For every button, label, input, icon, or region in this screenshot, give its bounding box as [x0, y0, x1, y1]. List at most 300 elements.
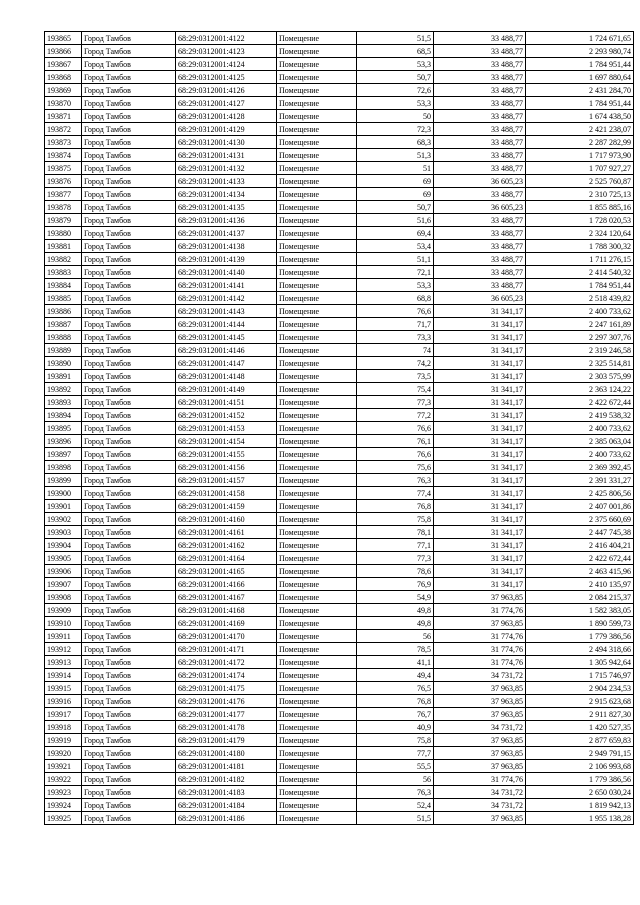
cell-locality: Город Тамбов: [82, 136, 176, 149]
cell-unit-value: 33 488,77: [434, 110, 526, 123]
table-row: [45, 565, 634, 578]
cell-area: 76,5: [357, 682, 434, 695]
cell-cadastral-value: 2 407 001,86: [526, 500, 634, 513]
cell-area: 51,1: [357, 253, 434, 266]
table-row: [45, 812, 634, 825]
cell-area: 74,2: [357, 357, 434, 370]
cell-cadastral-value: 2 431 284,70: [526, 84, 634, 97]
cell-area: 76,3: [357, 474, 434, 487]
cell-area: 77,1: [357, 539, 434, 552]
cell-row-number: 193915: [45, 682, 82, 695]
cell-cadastral-number: 68:29:0312001:4143: [176, 305, 277, 318]
cell-cadastral-value: 2 400 733,62: [526, 305, 634, 318]
cell-cadastral-number: 68:29:0312001:4169: [176, 617, 277, 630]
cell-unit-value: 31 341,17: [434, 526, 526, 539]
cell-locality: Город Тамбов: [82, 630, 176, 643]
cell-locality: Город Тамбов: [82, 578, 176, 591]
cell-object-type: Помещение: [277, 201, 357, 214]
table-body: [45, 32, 634, 825]
cell-cadastral-value: 1 715 746,97: [526, 669, 634, 682]
cell-cadastral-value: 2 904 234,53: [526, 682, 634, 695]
cell-unit-value: 33 488,77: [434, 188, 526, 201]
cell-area: 56: [357, 773, 434, 786]
cell-cadastral-number: 68:29:0312001:4181: [176, 760, 277, 773]
cell-object-type: Помещение: [277, 110, 357, 123]
cell-object-type: Помещение: [277, 123, 357, 136]
cell-unit-value: 31 341,17: [434, 318, 526, 331]
cell-cadastral-number: 68:29:0312001:4127: [176, 97, 277, 110]
cell-cadastral-number: 68:29:0312001:4153: [176, 422, 277, 435]
cell-locality: Город Тамбов: [82, 773, 176, 786]
table-row: [45, 474, 634, 487]
cell-cadastral-value: 2 400 733,62: [526, 448, 634, 461]
cell-cadastral-value: 1 955 138,28: [526, 812, 634, 825]
cell-unit-value: 37 963,85: [434, 747, 526, 760]
cell-object-type: Помещение: [277, 617, 357, 630]
cell-object-type: Помещение: [277, 45, 357, 58]
cell-cadastral-number: 68:29:0312001:4180: [176, 747, 277, 760]
cell-object-type: Помещение: [277, 734, 357, 747]
cell-object-type: Помещение: [277, 331, 357, 344]
cell-object-type: Помещение: [277, 812, 357, 825]
cell-cadastral-value: 2 324 120,64: [526, 227, 634, 240]
cell-locality: Город Тамбов: [82, 786, 176, 799]
table-row: [45, 448, 634, 461]
cell-area: 76,1: [357, 435, 434, 448]
cell-cadastral-value: 1 819 942,13: [526, 799, 634, 812]
cell-object-type: Помещение: [277, 656, 357, 669]
cell-cadastral-value: 1 890 599,73: [526, 617, 634, 630]
cell-area: 78,1: [357, 526, 434, 539]
cell-cadastral-value: 1 717 973,90: [526, 149, 634, 162]
cell-cadastral-number: 68:29:0312001:4133: [176, 175, 277, 188]
cell-locality: Город Тамбов: [82, 526, 176, 539]
cell-cadastral-value: 1 582 383,05: [526, 604, 634, 617]
cell-cadastral-number: 68:29:0312001:4184: [176, 799, 277, 812]
cell-locality: Город Тамбов: [82, 422, 176, 435]
table-row: [45, 32, 634, 45]
cell-area: 75,4: [357, 383, 434, 396]
cell-object-type: Помещение: [277, 474, 357, 487]
cell-row-number: 193866: [45, 45, 82, 58]
cell-unit-value: 33 488,77: [434, 279, 526, 292]
table-row: [45, 734, 634, 747]
table-row: [45, 617, 634, 630]
cell-cadastral-number: 68:29:0312001:4158: [176, 487, 277, 500]
cell-unit-value: 37 963,85: [434, 617, 526, 630]
cell-area: 75,8: [357, 513, 434, 526]
cell-object-type: Помещение: [277, 435, 357, 448]
cell-area: 72,6: [357, 84, 434, 97]
cell-locality: Город Тамбов: [82, 344, 176, 357]
cell-locality: Город Тамбов: [82, 97, 176, 110]
cell-area: 76,3: [357, 786, 434, 799]
cell-cadastral-value: 2 391 331,27: [526, 474, 634, 487]
cell-unit-value: 31 341,17: [434, 331, 526, 344]
cell-locality: Город Тамбов: [82, 162, 176, 175]
cell-cadastral-number: 68:29:0312001:4171: [176, 643, 277, 656]
cell-locality: Город Тамбов: [82, 474, 176, 487]
cell-unit-value: 31 341,17: [434, 305, 526, 318]
cell-area: 55,5: [357, 760, 434, 773]
cell-unit-value: 31 341,17: [434, 344, 526, 357]
cell-unit-value: 33 488,77: [434, 227, 526, 240]
cell-cadastral-number: 68:29:0312001:4126: [176, 84, 277, 97]
cell-row-number: 193912: [45, 643, 82, 656]
cell-cadastral-value: 2 310 725,13: [526, 188, 634, 201]
cell-cadastral-value: 1 788 300,32: [526, 240, 634, 253]
cell-object-type: Помещение: [277, 695, 357, 708]
cell-cadastral-value: 2 303 575,99: [526, 370, 634, 383]
cell-row-number: 193867: [45, 58, 82, 71]
cell-object-type: Помещение: [277, 266, 357, 279]
cell-row-number: 193884: [45, 279, 82, 292]
cell-cadastral-number: 68:29:0312001:4172: [176, 656, 277, 669]
cell-cadastral-number: 68:29:0312001:4170: [176, 630, 277, 643]
cell-unit-value: 33 488,77: [434, 123, 526, 136]
cell-area: 50,7: [357, 71, 434, 84]
cell-locality: Город Тамбов: [82, 760, 176, 773]
cell-locality: Город Тамбов: [82, 175, 176, 188]
table-row: [45, 396, 634, 409]
table-row: [45, 318, 634, 331]
cell-cadastral-value: 2 247 161,89: [526, 318, 634, 331]
table-row: [45, 175, 634, 188]
cell-object-type: Помещение: [277, 409, 357, 422]
table-row: [45, 669, 634, 682]
cell-area: 75,6: [357, 461, 434, 474]
cell-unit-value: 37 963,85: [434, 695, 526, 708]
cell-area: 51,6: [357, 214, 434, 227]
cell-unit-value: 31 341,17: [434, 357, 526, 370]
cell-locality: Город Тамбов: [82, 214, 176, 227]
cell-cadastral-value: 2 414 540,32: [526, 266, 634, 279]
cell-row-number: 193907: [45, 578, 82, 591]
cell-object-type: Помещение: [277, 773, 357, 786]
table-row: [45, 552, 634, 565]
cell-area: 78,5: [357, 643, 434, 656]
cell-locality: Город Тамбов: [82, 201, 176, 214]
table-row: [45, 344, 634, 357]
cell-row-number: 193904: [45, 539, 82, 552]
cell-row-number: 193881: [45, 240, 82, 253]
cell-cadastral-number: 68:29:0312001:4139: [176, 253, 277, 266]
cell-locality: Город Тамбов: [82, 123, 176, 136]
cell-cadastral-value: 2 525 760,87: [526, 175, 634, 188]
cell-unit-value: 33 488,77: [434, 149, 526, 162]
cell-unit-value: 31 341,17: [434, 487, 526, 500]
cell-cadastral-number: 68:29:0312001:4156: [176, 461, 277, 474]
cell-cadastral-number: 68:29:0312001:4159: [176, 500, 277, 513]
cell-area: 68,5: [357, 45, 434, 58]
table-row: [45, 760, 634, 773]
cell-object-type: Помещение: [277, 58, 357, 71]
cell-locality: Город Тамбов: [82, 435, 176, 448]
cell-row-number: 193876: [45, 175, 82, 188]
cell-area: 56: [357, 630, 434, 643]
cell-object-type: Помещение: [277, 591, 357, 604]
cell-row-number: 193917: [45, 708, 82, 721]
cell-row-number: 193899: [45, 474, 82, 487]
cell-area: 74: [357, 344, 434, 357]
table-row: [45, 604, 634, 617]
cell-row-number: 193872: [45, 123, 82, 136]
cell-row-number: 193924: [45, 799, 82, 812]
table-row: [45, 136, 634, 149]
cell-cadastral-value: 2 949 791,15: [526, 747, 634, 760]
cell-unit-value: 33 488,77: [434, 214, 526, 227]
cell-cadastral-number: 68:29:0312001:4166: [176, 578, 277, 591]
table-row: [45, 123, 634, 136]
cell-locality: Город Тамбов: [82, 604, 176, 617]
cell-object-type: Помещение: [277, 84, 357, 97]
cell-cadastral-number: 68:29:0312001:4183: [176, 786, 277, 799]
cell-cadastral-value: 2 877 659,83: [526, 734, 634, 747]
cell-cadastral-value: 2 400 733,62: [526, 422, 634, 435]
cell-object-type: Помещение: [277, 786, 357, 799]
cell-object-type: Помещение: [277, 149, 357, 162]
cell-object-type: Помещение: [277, 71, 357, 84]
cell-cadastral-number: 68:29:0312001:4140: [176, 266, 277, 279]
cell-cadastral-number: 68:29:0312001:4155: [176, 448, 277, 461]
cell-area: 73,3: [357, 331, 434, 344]
cell-row-number: 193896: [45, 435, 82, 448]
cell-area: 77,2: [357, 409, 434, 422]
cell-cadastral-value: 2 385 063,04: [526, 435, 634, 448]
cell-locality: Город Тамбов: [82, 643, 176, 656]
cell-cadastral-value: 1 420 527,35: [526, 721, 634, 734]
cell-locality: Город Тамбов: [82, 266, 176, 279]
cell-locality: Город Тамбов: [82, 812, 176, 825]
cell-cadastral-value: 1 674 438,50: [526, 110, 634, 123]
cell-cadastral-value: 2 447 745,38: [526, 526, 634, 539]
cell-cadastral-number: 68:29:0312001:4174: [176, 669, 277, 682]
cell-cadastral-value: 2 287 282,99: [526, 136, 634, 149]
cell-unit-value: 31 341,17: [434, 461, 526, 474]
cell-cadastral-number: 68:29:0312001:4179: [176, 734, 277, 747]
cell-cadastral-number: 68:29:0312001:4162: [176, 539, 277, 552]
cell-unit-value: 31 341,17: [434, 370, 526, 383]
cell-unit-value: 31 341,17: [434, 565, 526, 578]
cell-object-type: Помещение: [277, 32, 357, 45]
cell-cadastral-value: 1 724 671,65: [526, 32, 634, 45]
cell-area: 77,4: [357, 487, 434, 500]
cell-unit-value: 37 963,85: [434, 760, 526, 773]
cell-row-number: 193919: [45, 734, 82, 747]
table-row: [45, 643, 634, 656]
cell-area: 76,8: [357, 500, 434, 513]
cell-row-number: 193921: [45, 760, 82, 773]
cell-cadastral-value: 2 422 672,44: [526, 552, 634, 565]
cell-unit-value: 31 774,76: [434, 643, 526, 656]
cell-row-number: 193887: [45, 318, 82, 331]
cell-unit-value: 34 731,72: [434, 669, 526, 682]
cell-cadastral-value: 1 779 386,56: [526, 630, 634, 643]
cell-cadastral-number: 68:29:0312001:4138: [176, 240, 277, 253]
cell-row-number: 193908: [45, 591, 82, 604]
cell-object-type: Помещение: [277, 539, 357, 552]
cell-locality: Город Тамбов: [82, 747, 176, 760]
cell-cadastral-value: 1 711 276,15: [526, 253, 634, 266]
cell-cadastral-number: 68:29:0312001:4148: [176, 370, 277, 383]
cell-row-number: 193891: [45, 370, 82, 383]
table-row: [45, 110, 634, 123]
cell-area: 51,5: [357, 32, 434, 45]
cell-object-type: Помещение: [277, 175, 357, 188]
cell-area: 76,6: [357, 448, 434, 461]
cell-locality: Город Тамбов: [82, 695, 176, 708]
cell-locality: Город Тамбов: [82, 721, 176, 734]
cell-cadastral-value: 2 421 238,07: [526, 123, 634, 136]
cell-cadastral-number: 68:29:0312001:4167: [176, 591, 277, 604]
cell-area: 40,9: [357, 721, 434, 734]
cell-locality: Город Тамбов: [82, 318, 176, 331]
cell-locality: Город Тамбов: [82, 552, 176, 565]
cell-unit-value: 33 488,77: [434, 136, 526, 149]
table-row: [45, 149, 634, 162]
cell-unit-value: 34 731,72: [434, 786, 526, 799]
table-row: [45, 292, 634, 305]
cell-unit-value: 31 341,17: [434, 513, 526, 526]
table-row: [45, 45, 634, 58]
cell-object-type: Помещение: [277, 747, 357, 760]
cell-unit-value: 31 341,17: [434, 383, 526, 396]
cell-cadastral-value: 2 650 030,24: [526, 786, 634, 799]
cell-object-type: Помещение: [277, 383, 357, 396]
cell-row-number: 193875: [45, 162, 82, 175]
cell-cadastral-number: 68:29:0312001:4147: [176, 357, 277, 370]
cell-area: 73,5: [357, 370, 434, 383]
cell-locality: Город Тамбов: [82, 240, 176, 253]
cell-locality: Город Тамбов: [82, 370, 176, 383]
cell-cadastral-number: 68:29:0312001:4130: [176, 136, 277, 149]
cell-cadastral-number: 68:29:0312001:4132: [176, 162, 277, 175]
table-row: [45, 84, 634, 97]
cell-row-number: 193905: [45, 552, 82, 565]
cell-cadastral-value: 2 422 672,44: [526, 396, 634, 409]
cell-object-type: Помещение: [277, 500, 357, 513]
cell-area: 52,4: [357, 799, 434, 812]
cell-unit-value: 31 774,76: [434, 773, 526, 786]
cell-area: 72,1: [357, 266, 434, 279]
cell-area: 71,7: [357, 318, 434, 331]
cell-cadastral-number: 68:29:0312001:4176: [176, 695, 277, 708]
table-row: [45, 227, 634, 240]
cell-row-number: 193894: [45, 409, 82, 422]
cell-cadastral-number: 68:29:0312001:4142: [176, 292, 277, 305]
cell-unit-value: 31 341,17: [434, 474, 526, 487]
cell-row-number: 193916: [45, 695, 82, 708]
cell-object-type: Помещение: [277, 669, 357, 682]
cell-cadastral-value: 2 494 318,66: [526, 643, 634, 656]
cell-object-type: Помещение: [277, 305, 357, 318]
cell-area: 41,1: [357, 656, 434, 669]
cell-row-number: 193869: [45, 84, 82, 97]
cell-row-number: 193871: [45, 110, 82, 123]
cell-locality: Город Тамбов: [82, 149, 176, 162]
cell-row-number: 193913: [45, 656, 82, 669]
cell-locality: Город Тамбов: [82, 357, 176, 370]
cell-cadastral-value: 2 915 623,68: [526, 695, 634, 708]
cell-area: 77,3: [357, 396, 434, 409]
cell-cadastral-value: 1 728 020,53: [526, 214, 634, 227]
cell-area: 69: [357, 175, 434, 188]
table-row: [45, 708, 634, 721]
table-row: [45, 656, 634, 669]
cadastral-value-table: [44, 31, 634, 825]
cell-object-type: Помещение: [277, 526, 357, 539]
cell-unit-value: 31 341,17: [434, 500, 526, 513]
cell-unit-value: 36 605,23: [434, 292, 526, 305]
cell-object-type: Помещение: [277, 227, 357, 240]
cell-cadastral-number: 68:29:0312001:4124: [176, 58, 277, 71]
table-row: [45, 370, 634, 383]
cell-unit-value: 33 488,77: [434, 97, 526, 110]
cell-area: 76,7: [357, 708, 434, 721]
cell-cadastral-value: 2 293 980,74: [526, 45, 634, 58]
cell-cadastral-number: 68:29:0312001:4152: [176, 409, 277, 422]
cell-cadastral-number: 68:29:0312001:4178: [176, 721, 277, 734]
cell-object-type: Помещение: [277, 279, 357, 292]
cell-object-type: Помещение: [277, 682, 357, 695]
cell-row-number: 193893: [45, 396, 82, 409]
cell-area: 68,8: [357, 292, 434, 305]
cell-object-type: Помещение: [277, 604, 357, 617]
table-row: [45, 500, 634, 513]
cell-row-number: 193892: [45, 383, 82, 396]
cell-cadastral-number: 68:29:0312001:4165: [176, 565, 277, 578]
table-row: [45, 188, 634, 201]
table-row: [45, 487, 634, 500]
cell-locality: Город Тамбов: [82, 188, 176, 201]
cell-locality: Город Тамбов: [82, 539, 176, 552]
cell-unit-value: 31 341,17: [434, 422, 526, 435]
cell-cadastral-value: 1 784 951,44: [526, 97, 634, 110]
cell-locality: Город Тамбов: [82, 487, 176, 500]
cell-cadastral-value: 1 707 927,27: [526, 162, 634, 175]
cell-object-type: Помещение: [277, 708, 357, 721]
cell-area: 49,8: [357, 617, 434, 630]
cell-cadastral-value: 2 363 124,22: [526, 383, 634, 396]
cell-locality: Город Тамбов: [82, 84, 176, 97]
cell-locality: Город Тамбов: [82, 32, 176, 45]
cell-cadastral-number: 68:29:0312001:4149: [176, 383, 277, 396]
cell-area: 69,4: [357, 227, 434, 240]
cell-cadastral-value: 2 425 806,56: [526, 487, 634, 500]
cell-row-number: 193914: [45, 669, 82, 682]
table-row: [45, 539, 634, 552]
cell-object-type: Помещение: [277, 552, 357, 565]
cell-cadastral-number: 68:29:0312001:4146: [176, 344, 277, 357]
cell-row-number: 193883: [45, 266, 82, 279]
cell-cadastral-value: 2 319 246,58: [526, 344, 634, 357]
cell-cadastral-value: 2 463 415,96: [526, 565, 634, 578]
cell-area: 76,6: [357, 422, 434, 435]
cell-locality: Город Тамбов: [82, 409, 176, 422]
cell-cadastral-value: 2 325 514,81: [526, 357, 634, 370]
table-row: [45, 409, 634, 422]
cell-cadastral-value: 1 305 942,64: [526, 656, 634, 669]
cell-cadastral-value: 1 784 951,44: [526, 279, 634, 292]
cell-area: 49,8: [357, 604, 434, 617]
table-row: [45, 799, 634, 812]
cell-unit-value: 37 963,85: [434, 708, 526, 721]
cell-unit-value: 37 963,85: [434, 591, 526, 604]
cell-locality: Город Тамбов: [82, 617, 176, 630]
cell-object-type: Помещение: [277, 253, 357, 266]
cell-unit-value: 31 341,17: [434, 435, 526, 448]
table-row: [45, 578, 634, 591]
